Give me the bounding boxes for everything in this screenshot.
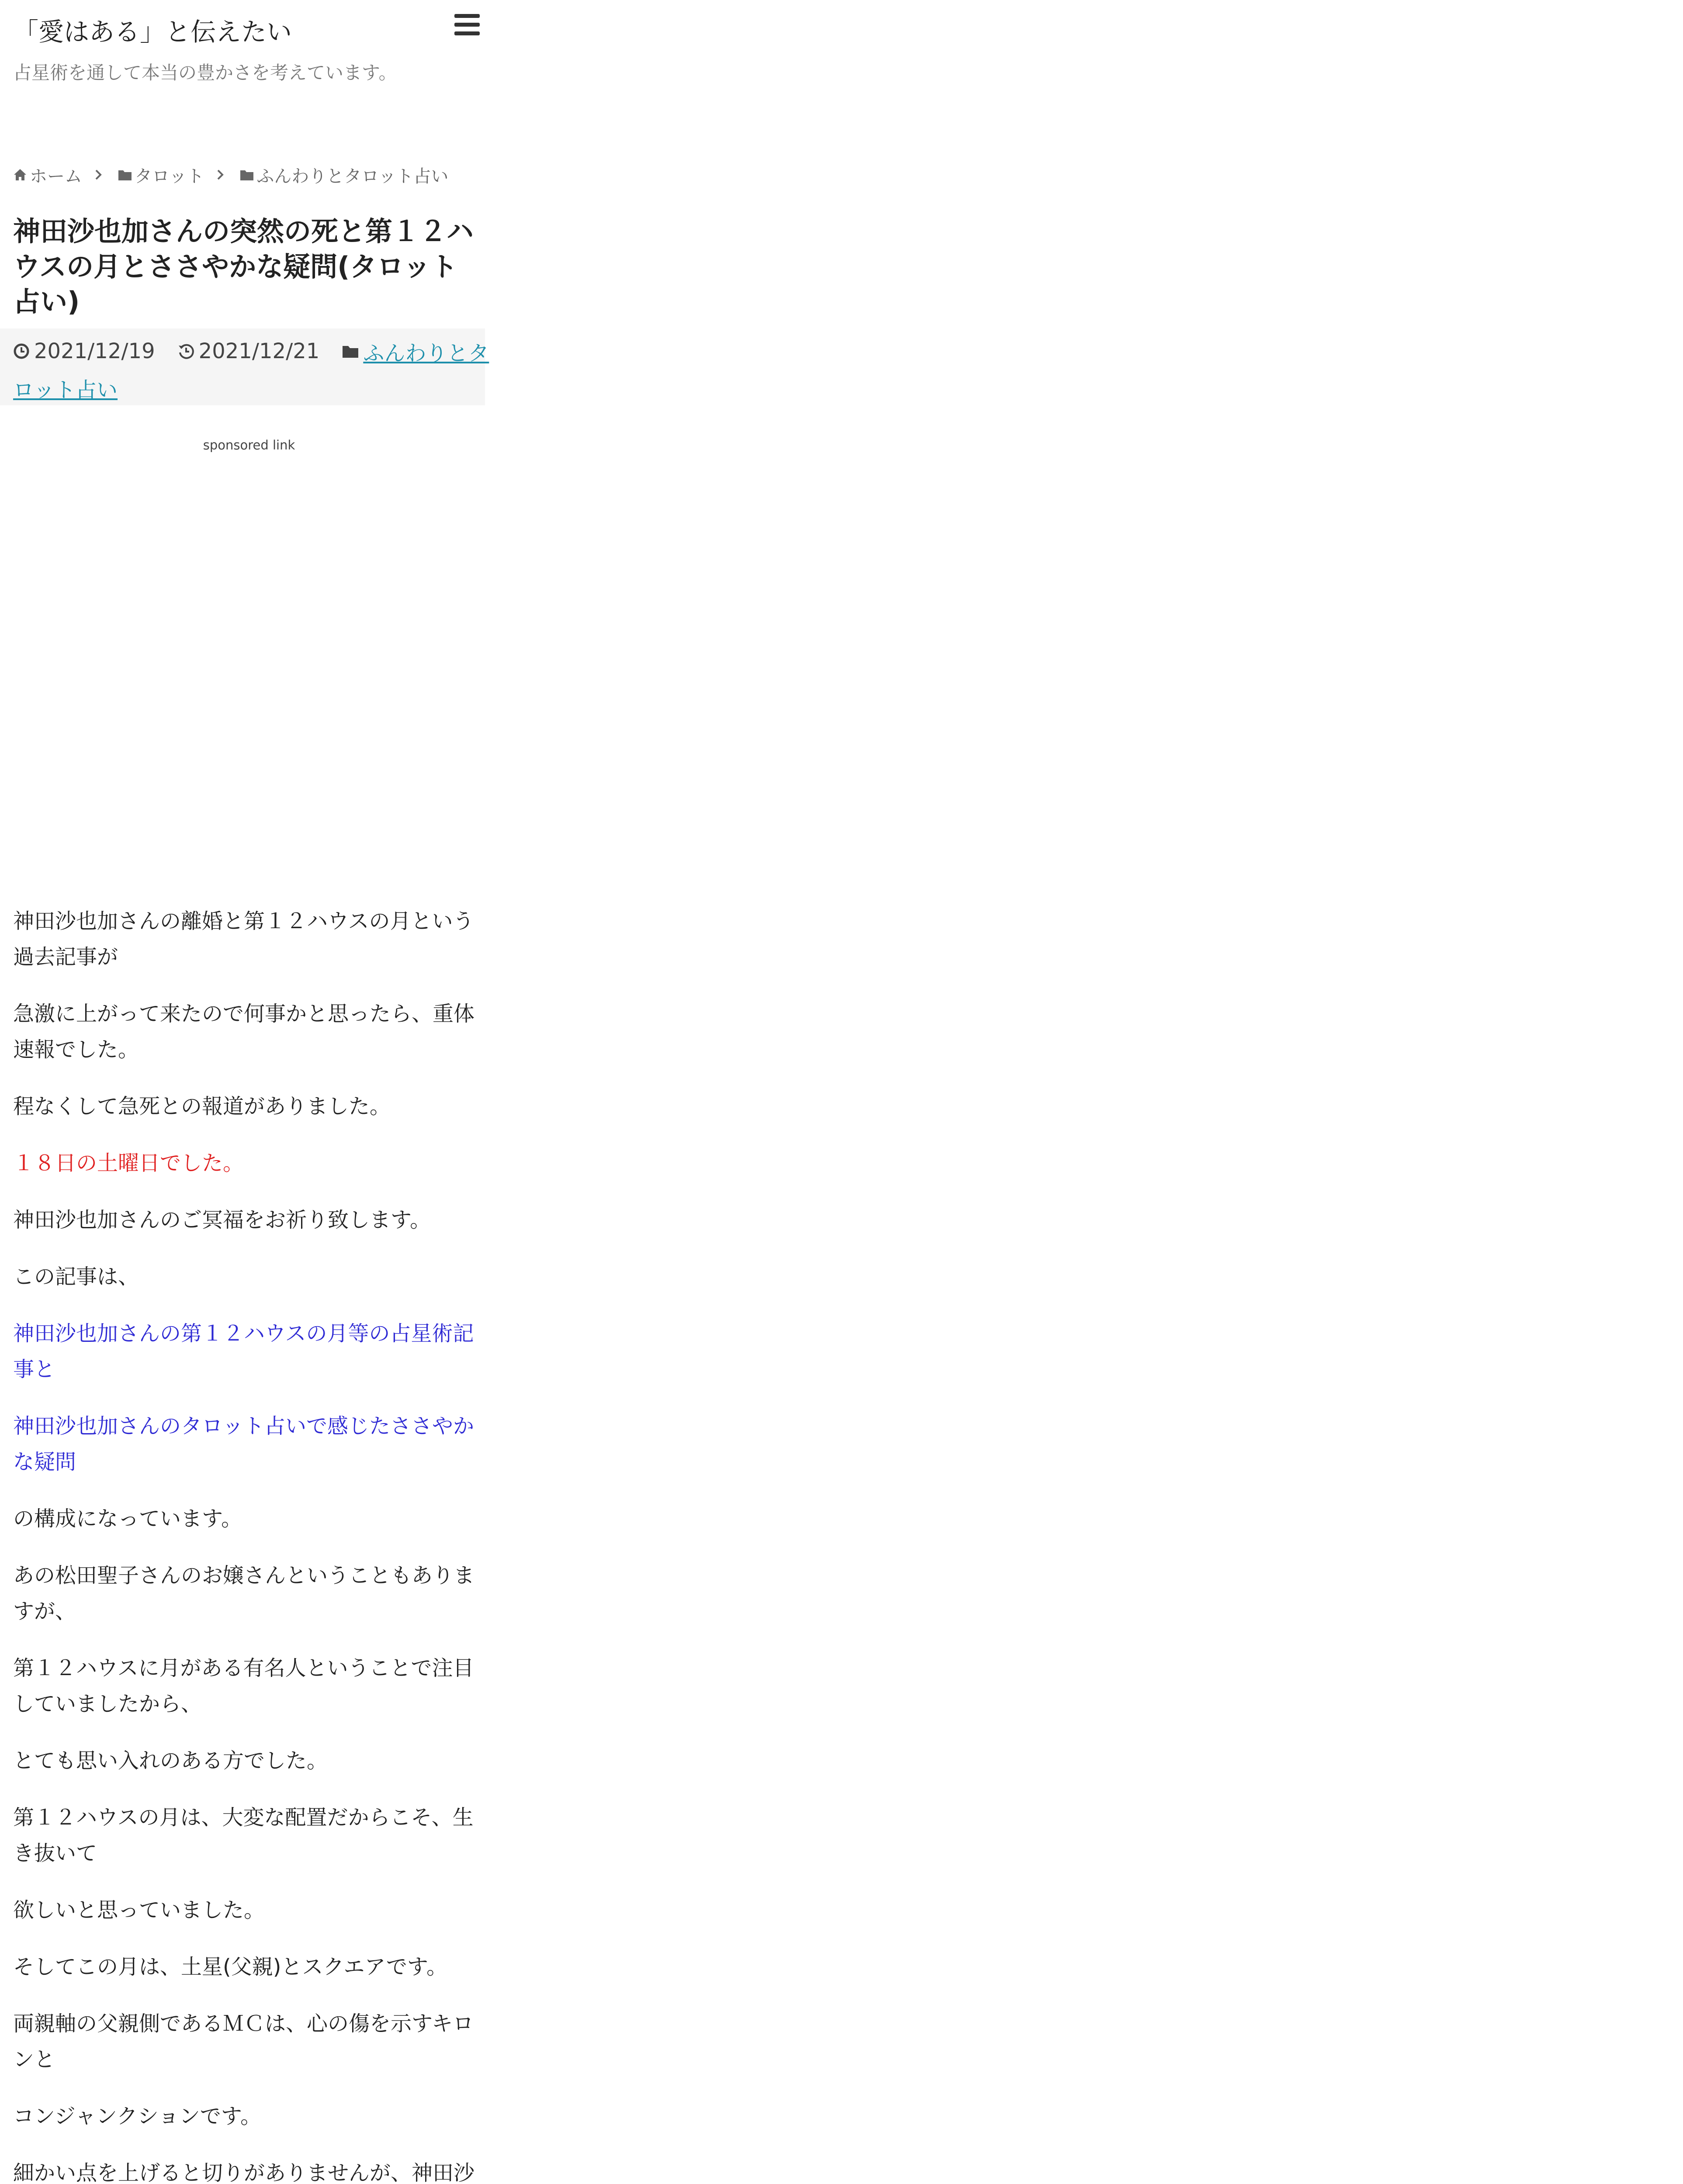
- breadcrumb-tarot-label: タロット: [135, 166, 204, 187]
- folder-icon: [240, 169, 254, 181]
- breadcrumb: [13, 162, 448, 187]
- paragraph: 神田沙也加さんの離婚と第１２ハウスの月という過去記事が: [13, 909, 474, 969]
- paragraph: とても思い入れのある方でした。: [13, 1749, 328, 1773]
- paragraph: この記事は、: [13, 1265, 139, 1289]
- paragraph: 細かい点を上げると切りがありませんが、神田沙: [13, 2161, 475, 2184]
- paragraph: 第１２ハウスに月がある有名人ということで注目していましたから、: [13, 1656, 474, 1716]
- breadcrumb-tarot[interactable]: [118, 162, 204, 187]
- page: [0, 0, 489, 2184]
- ad-slot: [13, 463, 472, 882]
- home-icon: [13, 168, 27, 181]
- site-description: 占星術を通して本当の豊かさを考えています。: [13, 62, 397, 83]
- post-meta: [0, 328, 489, 405]
- published-date-text: 2021/12/19: [34, 339, 155, 363]
- article-link-tarot[interactable]: 神田沙也加さんのタロット占いで感じたささやかな疑問: [13, 1414, 474, 1474]
- hamburger-menu-icon[interactable]: [453, 10, 481, 39]
- sponsored-label: sponsored link: [203, 438, 295, 453]
- paragraph: の構成になっています。: [13, 1507, 242, 1531]
- category-link-continued[interactable]: ロット占い: [13, 377, 118, 402]
- post-title: 神田沙也加さんの突然の死と第１２ハウスの月とささやかな疑問(タロット占い): [13, 215, 474, 318]
- paragraph: コンジャンクションです。: [13, 2104, 262, 2129]
- article-body: [13, 903, 485, 2184]
- paragraph: そしてこの月は、土星(父親)とスクエアです。: [13, 1955, 448, 1979]
- clock-icon: [13, 343, 30, 359]
- paragraph: 急激に上がって来たので何事かと思ったら、重体速報でした。: [13, 1002, 475, 1062]
- folder-icon: [118, 169, 132, 181]
- paragraph: 程なくして急死との報道がありました。: [13, 1094, 391, 1119]
- paragraph: あの松田聖子さんのお嬢さんということもありますが、: [13, 1563, 475, 1624]
- published-date: [13, 339, 155, 363]
- updated-date-text: 2021/12/21: [198, 339, 320, 363]
- updated-date: [178, 339, 320, 363]
- chevron-right-icon: [94, 169, 102, 180]
- chevron-right-icon: [216, 169, 224, 180]
- paragraph: 両親軸の父親側であるＭＣは、心の傷を示すキロンと: [13, 2011, 474, 2072]
- article-link-astrology[interactable]: 神田沙也加さんの第１２ハウスの月等の占星術記事と: [13, 1321, 474, 1382]
- breadcrumb-category[interactable]: [240, 162, 448, 187]
- breadcrumb-home[interactable]: [13, 162, 82, 187]
- breadcrumb-category-label: ふんわりとタロット占い: [256, 166, 449, 187]
- paragraph: 第１２ハウスの月は、大変な配置だからこそ、生き抜いて: [13, 1805, 474, 1866]
- site-header: [0, 0, 485, 87]
- history-icon: [178, 343, 194, 359]
- paragraph: 欲しいと思っていました。: [13, 1898, 265, 1922]
- breadcrumb-home-label: ホーム: [30, 166, 82, 187]
- category: [342, 336, 489, 366]
- site-title[interactable]: 「愛はある」と伝えたい: [13, 17, 292, 47]
- folder-icon: [342, 344, 359, 358]
- category-link[interactable]: ふんわりとタ: [363, 341, 489, 366]
- highlight-paragraph: １８日の土曜日でした。: [13, 1151, 244, 1175]
- paragraph: 神田沙也加さんのご冥福をお祈り致します。: [13, 1208, 431, 1232]
